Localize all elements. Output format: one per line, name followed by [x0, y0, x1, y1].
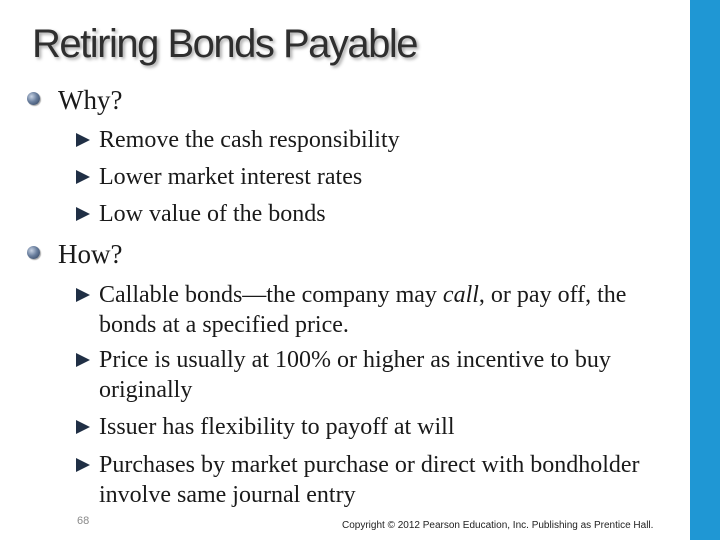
triangle-arrow-icon: [76, 170, 90, 184]
triangle-arrow-icon: [76, 133, 90, 147]
list-item: [99, 280, 689, 340]
section-heading-how: How?: [58, 239, 123, 269]
page-number: 68: [77, 515, 90, 527]
triangle-arrow-icon: [76, 420, 90, 434]
list-item: Remove the cash responsibility: [99, 127, 400, 153]
slide-title: Retiring Bonds Payable: [32, 22, 418, 66]
section-heading-why: Why?: [58, 85, 123, 115]
triangle-arrow-icon: [76, 207, 90, 221]
triangle-arrow-icon: [76, 288, 90, 302]
list-item: Price is usually at 100% or higher as incentive to buy originally: [99, 347, 611, 403]
list-item: Lower market interest rates: [99, 164, 363, 190]
list-item: Purchases by market purchase or direct with bondholder involve same journal entry: [99, 452, 640, 508]
list-item: Issuer has flexibility to payoff at will: [99, 414, 455, 440]
item-text: Callable bonds—the company may: [99, 282, 443, 308]
triangle-arrow-icon: [76, 353, 90, 367]
item-text: , or pay off, the bonds at a specified price.: [99, 282, 627, 338]
sphere-bullet-icon: [27, 246, 40, 259]
triangle-arrow-icon: [76, 458, 90, 472]
item-emphasis: call: [442, 282, 479, 308]
sphere-bullet-icon: [27, 92, 40, 105]
copyright-notice: Copyright © 2012 Pearson Education, Inc. Publishing as Prentice Hall.: [342, 520, 654, 531]
list-item: Low value of the bonds: [99, 201, 326, 227]
side-accent-band: [690, 0, 720, 540]
